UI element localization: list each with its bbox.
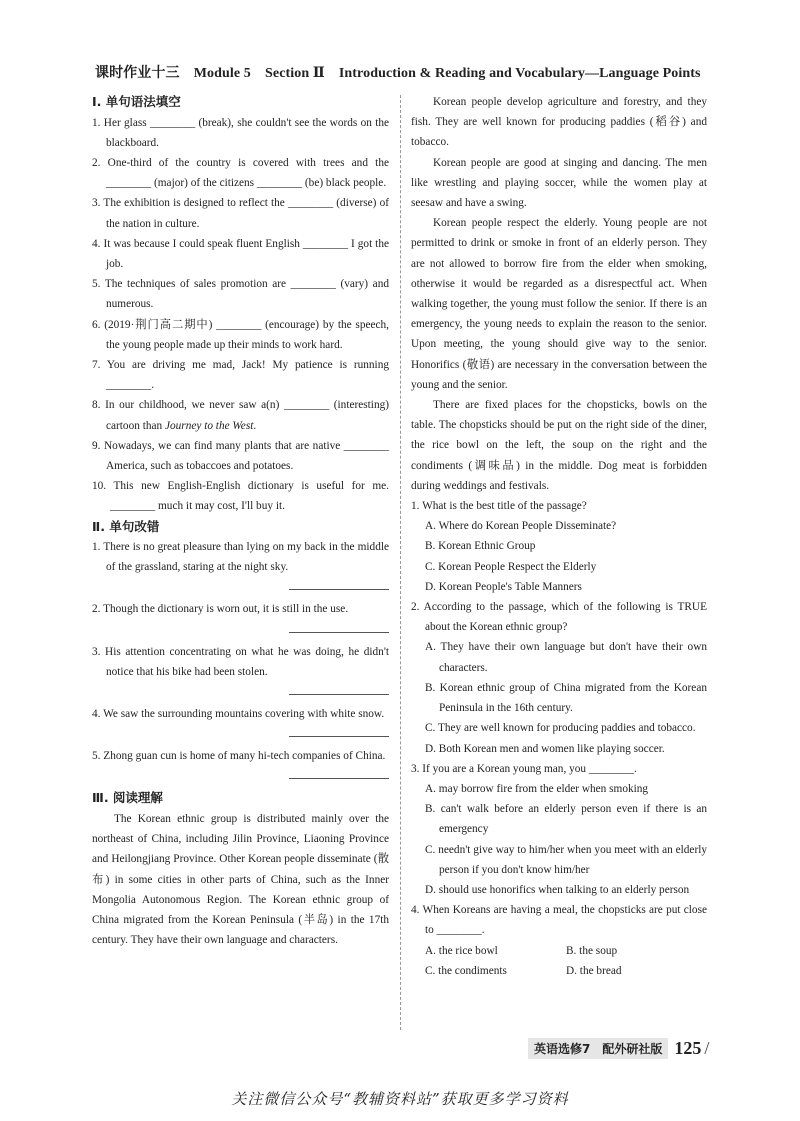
grammar-item: 7. You are driving me mad, Jack! My patience is running ________.: [92, 358, 389, 392]
grammar-item-8-text: 8. In our childhood, we never saw a(n) ________ (interesting) cartoon than: [92, 399, 389, 432]
question-option: D. should use honorifics when talking to an elderly person: [425, 883, 690, 896]
right-column: [411, 92, 707, 981]
question-option: D. Korean People's Table Manners: [425, 580, 582, 593]
reading-paragraph: There are fixed places for the chopsticks, bowls on the table. The chopsticks should be put on the right side of the diner, the rice bowl on the left, the soup on the right and the condiments (调味品) in the middle. Dog meat is forbidden during weddings and festivals.: [411, 399, 707, 492]
reading-paragraph: Korean people are good at singing and dancing. The men like wrestling and playing soccer, while the women play at seesaw and have a swing.: [411, 156, 707, 210]
page-number: 125: [674, 1038, 702, 1058]
question-stem: 1. What is the best title of the passage?: [411, 500, 587, 513]
section2-title: Ⅱ. 单句改错: [92, 518, 160, 534]
question-option: A. may borrow fire from the elder when smoking: [425, 782, 649, 795]
grammar-item-8-end: .: [253, 419, 257, 432]
column-divider: [400, 95, 401, 1030]
reading-paragraph: The Korean ethnic group is distributed mainly over the northeast of China, including Jilin Province, Liaoning Province and Heilongjiang Province. Other Korean people disseminate (散布) in some cities in other parts of China, such as the Inner Mongolia Autonomous Region. The Korean ethnic group of China migrated from the Korean Peninsula (半岛) in the 17th century. They have their own language and characters.: [92, 812, 389, 947]
question-option: D. Both Korean men and women like playing soccer.: [425, 742, 665, 755]
question-option: C. They are well known for producing paddies and tobacco.: [425, 722, 696, 735]
answer-line: [289, 724, 389, 737]
reading-paragraph: Korean people develop agriculture and forestry, and they fish. They are well known for producing paddies (稻谷) and tobacco.: [411, 96, 707, 149]
book-title: Journey to the West: [164, 419, 254, 432]
correction-item: 2. Though the dictionary is worn out, it is still in the use.: [92, 603, 349, 616]
question-stem: 2. According to the passage, which of the following is TRUE about the Korean ethnic group?: [411, 601, 707, 634]
grammar-item: 6. (2019·荆门高二期中) ________ (encourage) by the speech, the young people made up their minds to work hard.: [92, 318, 389, 351]
grammar-item: 10. This new English-English dictionary is useful for me. ________ much it may cost, I'll buy it.: [92, 480, 389, 513]
bottom-note: 关注微信公众号“教辅资料站”获取更多学习资料: [231, 1090, 569, 1108]
slash-decoration: /: [704, 1038, 710, 1058]
question-option: B. the soup: [566, 944, 618, 957]
correction-item: 3. His attention concentrating on what he was doing, he didn't notice that his bike had been stolen.: [92, 645, 389, 678]
question-stem: 3. If you are a Korean young man, you ________.: [411, 762, 637, 775]
grammar-item: 1. Her glass ________ (break), she couldn't see the words on the blackboard.: [92, 116, 389, 149]
grammar-item: 3. The exhibition is designed to reflect the ________ (diverse) of the nation in culture.: [92, 197, 389, 230]
question-option: C. the condiments: [425, 964, 507, 977]
question-option: D. the bread: [566, 964, 622, 977]
grammar-item: 9. Nowadays, we can find many plants that are native ________ America, such as tobaccoes and potatoes.: [92, 439, 389, 472]
grammar-item: 2. One-third of the country is covered with trees and the ________ (major) of the citizens ________ (be) black people.: [92, 156, 389, 190]
question-option: B. can't walk before an elderly person even if there is an emergency: [425, 803, 707, 836]
section1-title: Ⅰ. 单句语法填空: [92, 94, 181, 109]
book-label: 英语选修7 配外研社版: [528, 1038, 668, 1059]
grammar-item: [92, 395, 389, 435]
question-option: A. the rice bowl: [425, 944, 498, 957]
grammar-item: 4. It was because I could speak fluent English ________ I got the job.: [92, 237, 389, 270]
question-option: A. They have their own language but don't have their own characters.: [425, 641, 707, 674]
question-option: A. Where do Korean People Disseminate?: [425, 520, 617, 533]
page-footer: [528, 1038, 709, 1059]
answer-line: [289, 577, 389, 590]
correction-item: 5. Zhong guan cun is home of many hi-tech companies of China.: [92, 750, 386, 763]
question-option: B. Korean Ethnic Group: [425, 540, 536, 553]
correction-item: 4. We saw the surrounding mountains covering with white snow.: [92, 708, 385, 721]
options-row: [411, 961, 707, 981]
answer-line: [289, 620, 389, 633]
question-option: C. Korean People Respect the Elderly: [425, 560, 597, 573]
options-row: [411, 941, 707, 961]
question-stem: 4. When Koreans are having a meal, the chopsticks are put close to ________.: [411, 904, 707, 937]
section3-title: Ⅲ. 阅读理解: [92, 790, 163, 806]
page-header-title: 课时作业十三 Module 5 Section Ⅱ Introduction & Reading and Vocabulary—Language Points: [95, 66, 701, 81]
answer-line: [289, 766, 389, 779]
answer-line: [289, 682, 389, 695]
left-column: [92, 92, 389, 950]
reading-paragraph: Korean people respect the elderly. Young people are not permitted to drink or smoke in front of an elderly person. They are not allowed to borrow fire from the elder when smoking, otherwise it would be regarded as a disrespectful act. When walking together, the young must follow the senior. If there is an emergency, the young needs to explain the reason to the senior. Upon meeting, the young should give way to the senior. Honorifics (敬语) are necessary in the conversation between the young and the senior.: [411, 217, 707, 391]
grammar-item: 5. The techniques of sales promotion are ________ (vary) and numerous.: [92, 278, 389, 311]
question-option: C. needn't give way to him/her when you meet with an elderly person if you don't know him/her: [425, 843, 707, 876]
correction-item: 1. There is no great pleasure than lying on my back in the middle of the grassland, staring at the night sky.: [92, 541, 389, 574]
question-option: B. Korean ethnic group of China migrated from the Korean Peninsula in the 16th century.: [425, 681, 707, 715]
